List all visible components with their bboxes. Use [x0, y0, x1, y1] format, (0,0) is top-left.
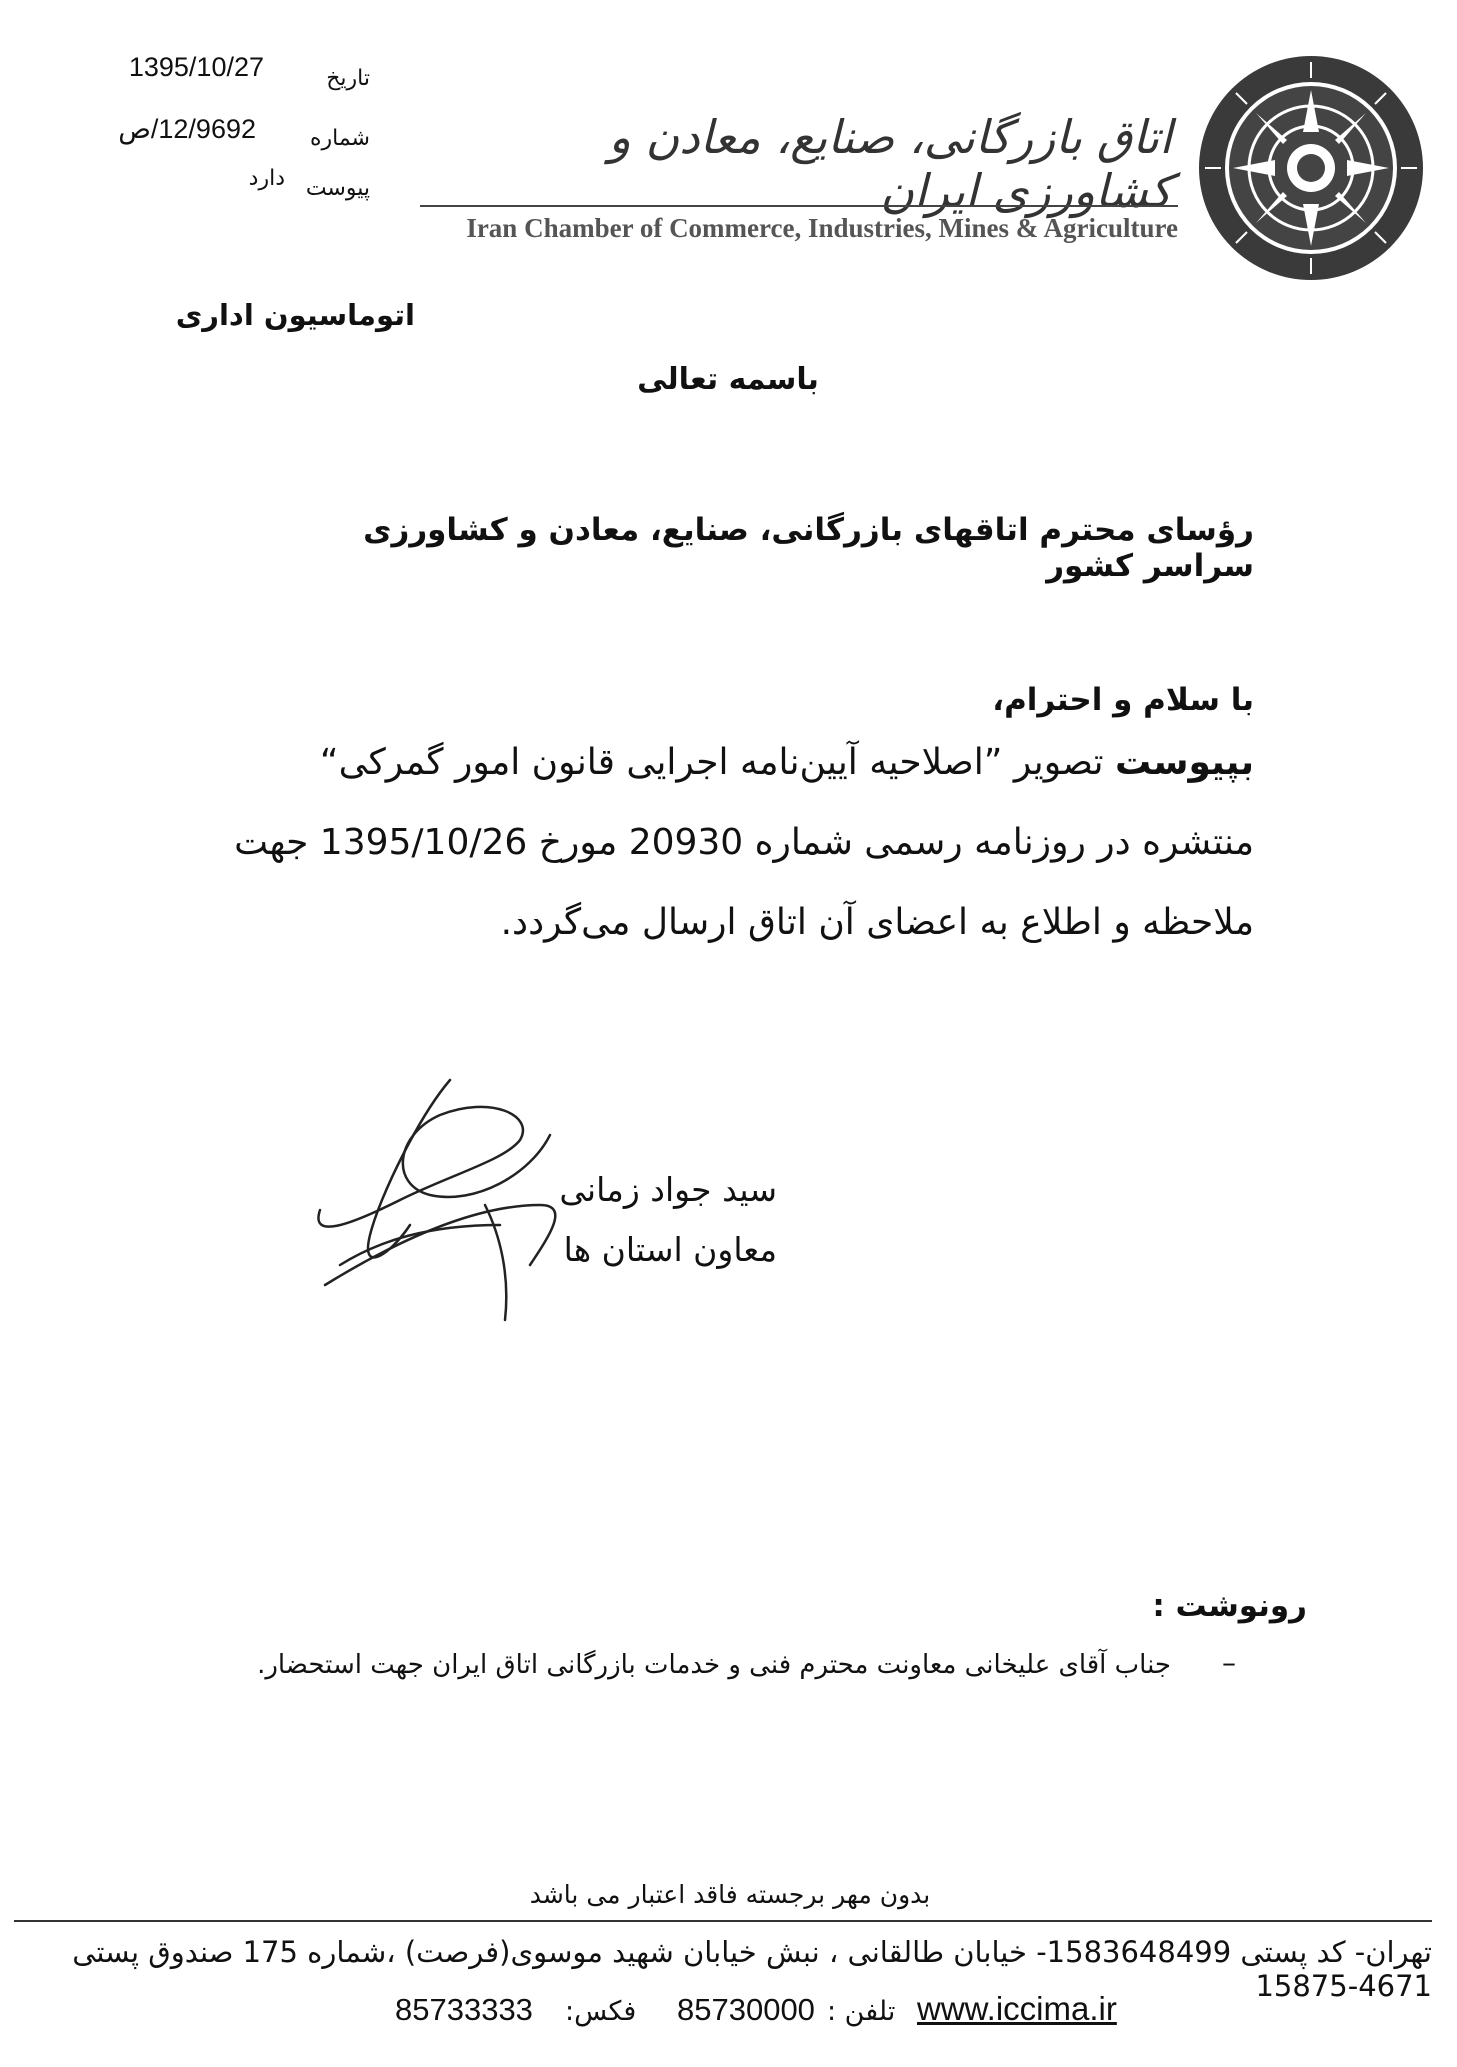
body-line-3: ملاحظه و اطلاع به اعضای آن اتاق ارسال می‌گردد. — [500, 902, 1254, 943]
fax-label: فکس: — [565, 1996, 637, 2027]
signatory-name: سید جواد زمانی — [559, 1170, 777, 1209]
footer-divider — [14, 1920, 1432, 1922]
phone-label: تلفن : — [827, 1996, 896, 2027]
footer-contact-line — [395, 1990, 1155, 2038]
chamber-name-fa: اتاق بازرگانی، صنایع، معادن و کشاورزی ایران — [608, 110, 1172, 218]
date-value: 1395/10/27 — [128, 52, 264, 82]
number-value: 12/9692/ص — [118, 114, 256, 144]
website-link[interactable]: www.iccima.ir — [917, 1990, 1117, 2027]
seal-note: بدون مهر برجسته فاقد اعتبار می باشد — [529, 1880, 931, 1909]
number-label: شماره — [309, 126, 370, 151]
body-lead-word: بپیوست — [1115, 742, 1254, 783]
footer-address: تهران- کد پستی 1583648499- خیابان طالقانی ، نبش خیابان شهید موسوی(فرصت) ،شماره 175 صندوق پستی 4671-15875 — [72, 1935, 1432, 2003]
chamber-name-en: Iran Chamber of Commerce, Industries, Mines & Agriculture — [466, 213, 1178, 243]
phone-value: 85730000 — [677, 1992, 815, 2027]
cc-item: جناب آقای علیخانی معاونت محترم فنی و خدمات بازرگانی اتاق ایران جهت استحضار. — [257, 1650, 1171, 1680]
cc-dash: – — [1222, 1646, 1236, 1679]
signatory-title: معاون استان ها — [563, 1230, 777, 1269]
invocation: باسمه تعالی — [637, 362, 819, 397]
body-line-1-text: تصویر ”اصلاحیه آیین‌نامه اجرایی قانون امور گمرکی“ — [319, 742, 1104, 783]
system-tag: اتوماسیون اداری — [175, 298, 415, 332]
greeting: با سلام و احترام، — [992, 682, 1254, 718]
attachment-value: دارد — [248, 166, 285, 191]
attachment-label: پیوست — [305, 176, 370, 201]
body-line-2: منتشره در روزنامه رسمی شماره 20930 مورخ 1395/10/26 جهت — [234, 822, 1254, 863]
cc-heading: رونوشت : — [1152, 1588, 1307, 1624]
body-line-1 — [204, 742, 1254, 783]
chamber-emblem-logo — [1195, 52, 1427, 284]
date-label: تاریخ — [326, 66, 370, 91]
fax-value: 85733333 — [395, 1992, 533, 2027]
header-divider — [420, 205, 1178, 207]
recipient-line: رؤسای محترم اتاقهای بازرگانی، صنایع، معادن و کشاورزی سراسر کشور — [363, 512, 1254, 584]
signature-scribble — [300, 1035, 600, 1335]
